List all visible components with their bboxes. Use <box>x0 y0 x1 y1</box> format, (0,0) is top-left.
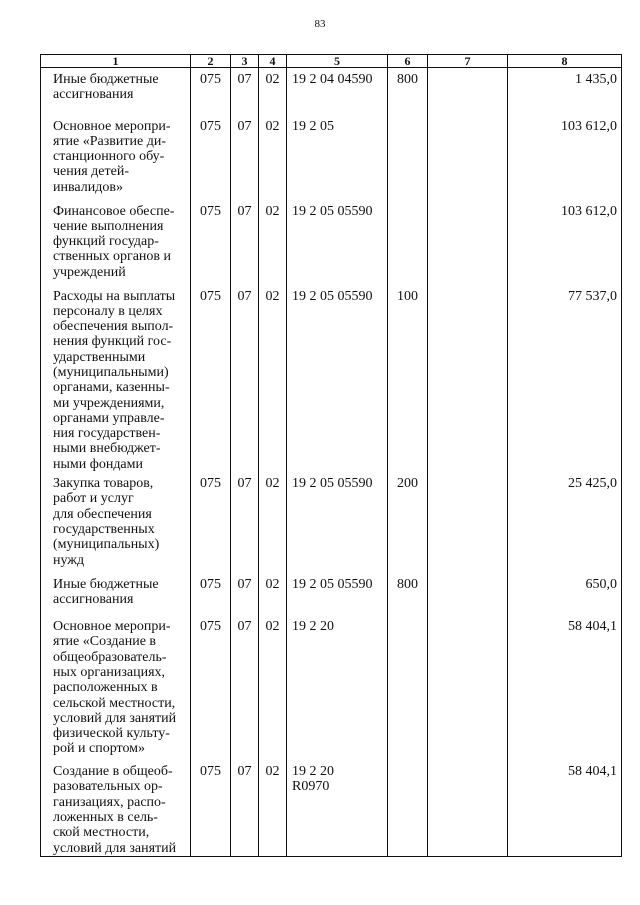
department-code: 075 <box>191 115 231 200</box>
amount: 1 435,0 <box>508 68 622 115</box>
amount: 103 612,0 <box>508 200 622 285</box>
expense-type-code <box>388 760 428 856</box>
target-article-code: 19 2 05 05590 <box>287 285 388 473</box>
section-code: 07 <box>231 68 259 115</box>
column-7-value <box>428 760 508 856</box>
amount: 650,0 <box>508 573 622 615</box>
department-code: 075 <box>191 573 231 615</box>
subsection-code: 02 <box>259 615 287 760</box>
expense-type-code: 800 <box>388 573 428 615</box>
expense-type-code <box>388 200 428 285</box>
column-header-8: 8 <box>508 55 622 68</box>
expense-type-code <box>388 615 428 760</box>
expense-type-code: 800 <box>388 68 428 115</box>
column-header-3: 3 <box>231 55 259 68</box>
table-row <box>41 200 622 285</box>
row-name: Основное меропри- ятие «Создание в общеобразователь- ных организациях, расположенных в сельской местности, условий для занятий физической культу- рой и спортом» <box>41 615 191 760</box>
section-code: 07 <box>231 200 259 285</box>
column-header-6: 6 <box>388 55 428 68</box>
column-7-value <box>428 472 508 573</box>
department-code: 075 <box>191 472 231 573</box>
subsection-code: 02 <box>259 472 287 573</box>
target-article-code: 19 2 05 <box>287 115 388 200</box>
column-7-value <box>428 200 508 285</box>
section-code: 07 <box>231 760 259 856</box>
row-name: Закупка товаров, работ и услуг для обеспечения государственных (муниципальных) нужд <box>41 472 191 573</box>
column-header-5: 5 <box>287 55 388 68</box>
column-7-value <box>428 285 508 473</box>
department-code: 075 <box>191 615 231 760</box>
section-code: 07 <box>231 573 259 615</box>
table-row <box>41 68 622 115</box>
target-article-code: 19 2 05 05590 <box>287 472 388 573</box>
amount: 103 612,0 <box>508 115 622 200</box>
column-header-4: 4 <box>259 55 287 68</box>
subsection-code: 02 <box>259 115 287 200</box>
row-name: Создание в общеоб- разовательных ор- ганизациях, распо- ложенных в сель- ской местности, условий для занятий <box>41 760 191 856</box>
section-code: 07 <box>231 115 259 200</box>
subsection-code: 02 <box>259 68 287 115</box>
table-row <box>41 615 622 760</box>
section-code: 07 <box>231 615 259 760</box>
department-code: 075 <box>191 68 231 115</box>
department-code: 075 <box>191 760 231 856</box>
subsection-code: 02 <box>259 285 287 473</box>
column-header-2: 2 <box>191 55 231 68</box>
page-number: 83 <box>314 18 326 30</box>
expense-type-code: 200 <box>388 472 428 573</box>
row-name: Иные бюджетные ассигнования <box>41 573 191 615</box>
column-7-value <box>428 68 508 115</box>
target-article-code: 19 2 04 04590 <box>287 68 388 115</box>
column-7-value <box>428 573 508 615</box>
target-article-code: 19 2 20 R0970 <box>287 760 388 856</box>
amount: 58 404,1 <box>508 760 622 856</box>
row-name: Иные бюджетные ассигнования <box>41 68 191 115</box>
budget-table <box>40 54 622 857</box>
table-row <box>41 760 622 856</box>
table-row <box>41 115 622 200</box>
row-name: Финансовое обеспе- чение выполнения функций государ- ственных органов и учреждений <box>41 200 191 285</box>
expense-type-code <box>388 115 428 200</box>
row-name: Основное меропри- ятие «Развитие ди- станционного обу- чения детей- инвалидов» <box>41 115 191 200</box>
subsection-code: 02 <box>259 200 287 285</box>
target-article-code: 19 2 05 05590 <box>287 573 388 615</box>
department-code: 075 <box>191 200 231 285</box>
target-article-code: 19 2 20 <box>287 615 388 760</box>
section-code: 07 <box>231 285 259 473</box>
expense-type-code: 100 <box>388 285 428 473</box>
department-code: 075 <box>191 285 231 473</box>
table-row <box>41 285 622 473</box>
row-name: Расходы на выплаты персоналу в целях обеспечения выпол- нения функций гос- ударственными (муниципальными) органами, казенны- ми учреждениями, органами управле- ния государствен- ными внебюджет- ными фондами <box>41 285 191 473</box>
section-code: 07 <box>231 472 259 573</box>
subsection-code: 02 <box>259 760 287 856</box>
subsection-code: 02 <box>259 573 287 615</box>
amount: 58 404,1 <box>508 615 622 760</box>
target-article-code: 19 2 05 05590 <box>287 200 388 285</box>
amount: 77 537,0 <box>508 285 622 473</box>
header-row <box>41 55 622 68</box>
column-header-1: 1 <box>41 55 191 68</box>
column-7-value <box>428 615 508 760</box>
table-row <box>41 573 622 615</box>
column-header-7: 7 <box>428 55 508 68</box>
amount: 25 425,0 <box>508 472 622 573</box>
table-row <box>41 472 622 573</box>
column-7-value <box>428 115 508 200</box>
